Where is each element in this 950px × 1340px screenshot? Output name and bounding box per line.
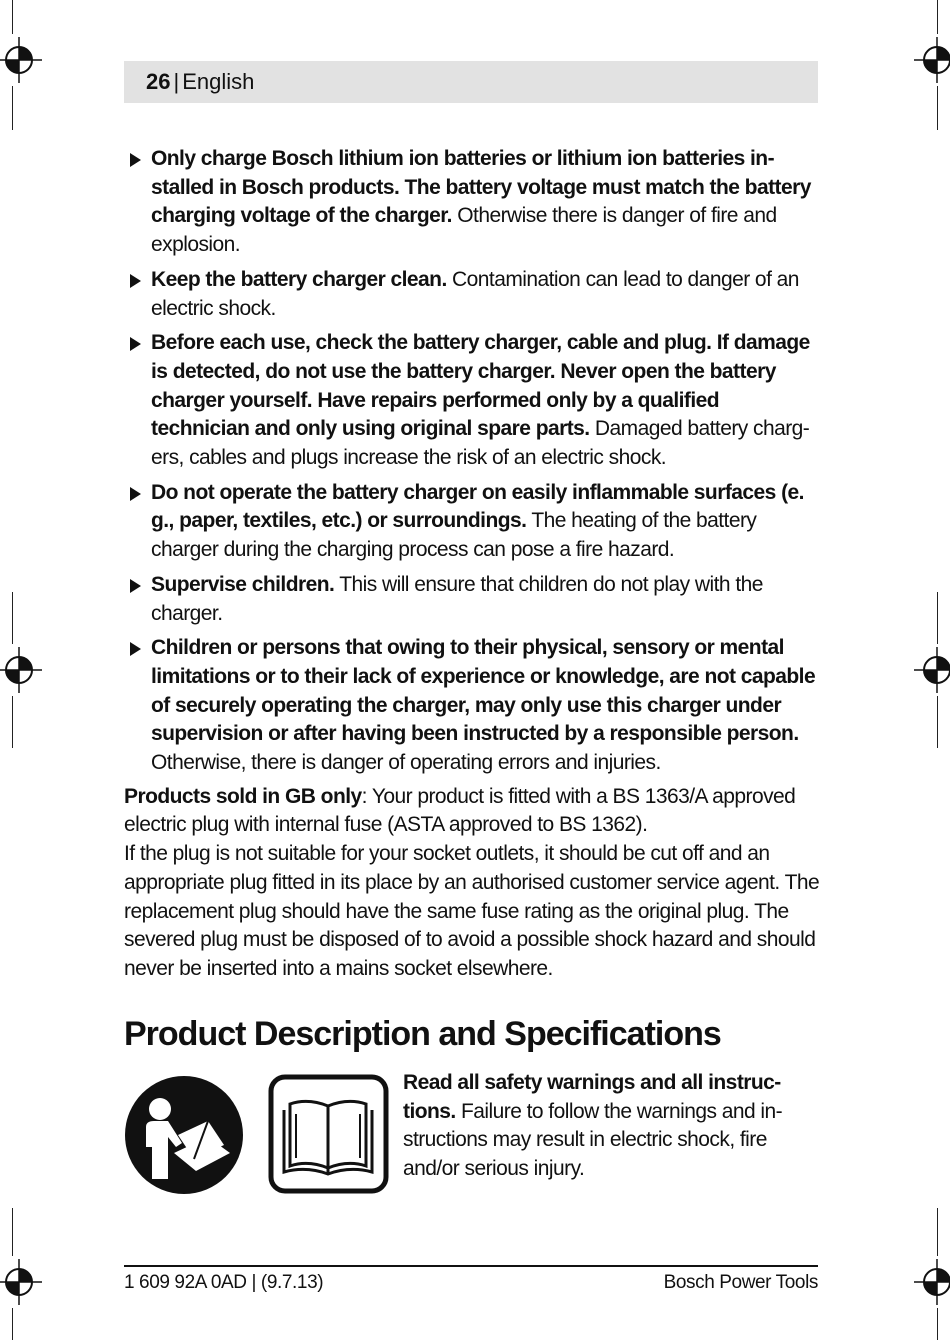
warning-list [124, 145, 821, 778]
bullet-triangle-icon [130, 579, 141, 593]
header-language: English [182, 69, 255, 94]
registration-mark-bottom-left [0, 1259, 42, 1305]
crop-line [937, 592, 938, 644]
crop-line [937, 1308, 938, 1340]
footer-brand: Bosch Power Tools [663, 1272, 818, 1293]
bullet-triangle-icon [130, 642, 141, 656]
crop-line [937, 0, 938, 34]
crop-line [12, 1308, 13, 1340]
crop-line [12, 1208, 13, 1256]
page-number: 26 [146, 69, 171, 94]
bullet-triangle-icon [130, 337, 141, 351]
bullet-triangle-icon [130, 487, 141, 501]
crop-line [12, 696, 13, 748]
bullet-triangle-icon [130, 274, 141, 288]
crop-line [937, 86, 938, 130]
bullet-triangle-icon [130, 153, 141, 167]
person-reading-manual-icon [124, 1075, 244, 1195]
footer-doc-ref: 1 609 92A 0AD | (9.7.13) [124, 1272, 324, 1293]
crop-line [12, 592, 13, 644]
safety-content [124, 145, 821, 984]
warning-item: Children or persons that owing to their physical, sensory or mental limitations or to their lack of experience or knowledge, are not capable of securely operating the charger, may only use this charger under supervision or after having been instructed by a responsible person. Otherwise, there is danger of operating errors and injuries. [124, 634, 821, 778]
warning-item: Do not operate the battery charger on easily inflammable surfaces (e. g., paper, textiles, etc.) or surroundings. The heating of the battery charger during the charging process can pose a fire hazard. [124, 479, 821, 565]
open-book-icon [268, 1074, 389, 1194]
page-header [146, 68, 254, 96]
warning-item: Before each use, check the battery charger, cable and plug. If damage is detected, do not use the battery charger. Never open the battery charger yourself. Have repairs performed only by a qualified technician and only using original spare parts. Damaged battery chargers, cables and plugs increase the risk of an electric shock. [124, 329, 821, 473]
gb-note-continued: If the plug is not suitable for your socket outlets, it should be cut off and an appropriate plug fitted in its place by an authorised customer service agent. The replacement plug should have the same fuse rating as the original plug. The severed plug must be disposed of to avoid a possible shock hazard and should never be inserted into a mains socket elsewhere. [124, 842, 820, 980]
registration-mark-top-left [0, 37, 42, 83]
footer-rule [124, 1265, 818, 1267]
crop-line [12, 86, 13, 130]
warning-item: Supervise children. This will ensure that children do not play with the charger. [124, 571, 821, 628]
crop-line [937, 1208, 938, 1256]
crop-line [937, 696, 938, 748]
registration-mark-top-right [914, 37, 950, 83]
registration-mark-bottom-right [914, 1259, 950, 1305]
registration-mark-mid-left [0, 647, 42, 693]
gb-note: Products sold in GB only: Your product is fitted with a BS 1363/A approved electric plug with internal fuse (ASTA approved to BS 1362). [124, 784, 796, 837]
warning-item: Keep the battery charger clean. Contamination can lead to danger of an electric shock. [124, 266, 821, 323]
crop-line [12, 0, 13, 34]
warning-item: Only charge Bosch lithium ion batteries or lithium ion batteries installed in Bosch products. The battery voltage must match the battery charging voltage of the charger. Otherwise there is danger of fire and explosion. [124, 145, 821, 260]
section-title: Product Description and Specifications [124, 1015, 721, 1053]
registration-mark-mid-right [914, 647, 950, 693]
read-warnings-notice: Read all safety warnings and all instructions. Failure to follow the warnings and instructions may result in electric shock, fire and/or serious injury. [403, 1071, 783, 1181]
header-separator: | [173, 69, 180, 94]
